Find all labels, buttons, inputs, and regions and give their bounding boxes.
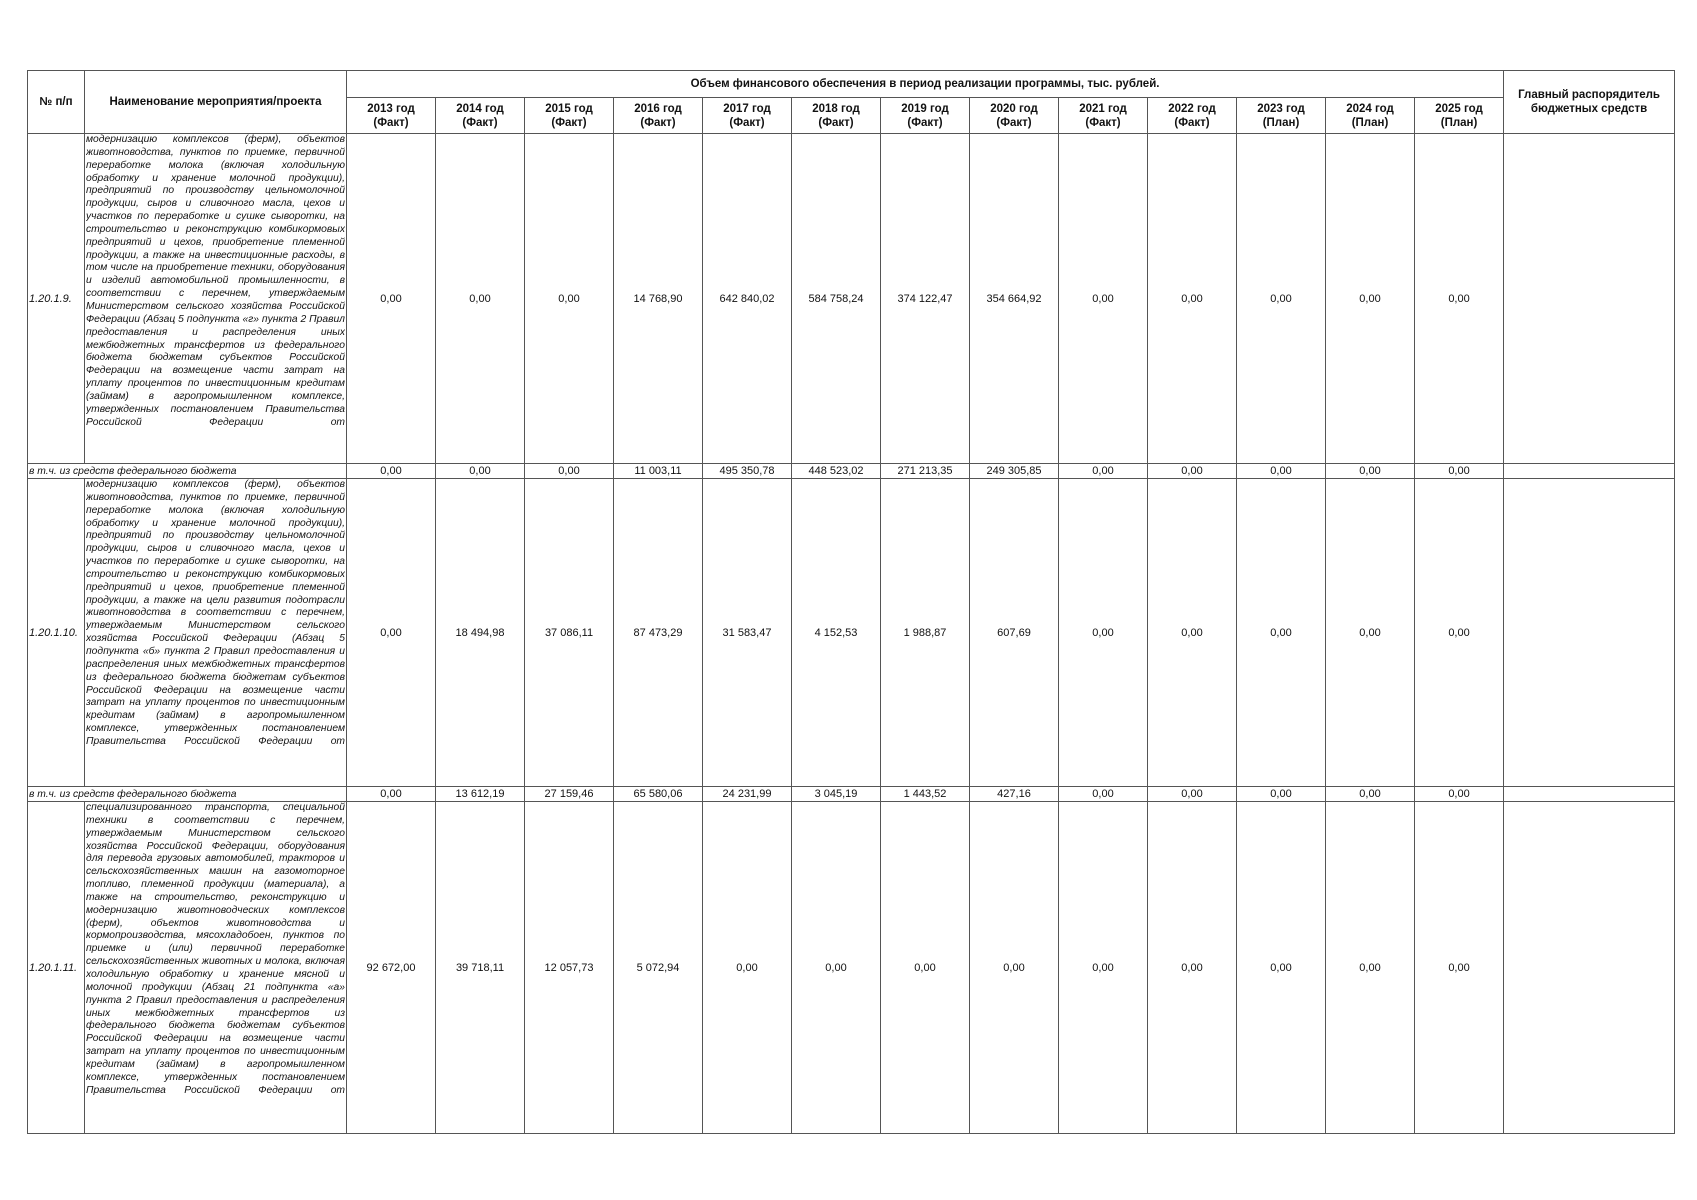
row-manager [1504, 802, 1675, 1134]
subrow-value: 0,00 [1237, 787, 1326, 802]
header-year-label: 2021 год [1079, 102, 1127, 115]
row-description-cell [85, 479, 347, 787]
subrow-value: 0,00 [1415, 464, 1504, 479]
subrow-value: 0,00 [1059, 464, 1148, 479]
row-value: 0,00 [1415, 479, 1504, 787]
subrow-value: 24 231,99 [703, 787, 792, 802]
subrow-label: в т.ч. из средств федерального бюджета [28, 464, 347, 479]
header-year-5 [792, 98, 881, 134]
row-value: 4 152,53 [792, 479, 881, 787]
table-subrow [28, 787, 1675, 802]
row-code: 1.20.1.9. [28, 134, 85, 464]
header-year-type: (Факт) [818, 116, 854, 129]
subrow-value: 0,00 [525, 464, 614, 479]
table-row [28, 134, 1675, 464]
row-description: модернизацию комплексов (ферм), объектов животноводства, пунктов по приемке, первичной переработке молока (включая холодильную обработку и хранение молочной продукции), предприятий по производству цельномолочной продукции, сыров и сливочного масла, цехов и участков по переработке и сушке сыворотки, на строительство и реконструкцию комбикормовых предприятий и цехов, приобретение племенной продукции, а также на инвестиционные расходы, в том числе на приобретение техники, оборудования и изделий автомобильной промышленности, в соответствии с перечнем, утверждаемым Министерством сельского хозяйства Российской Федерации (Абзац 5 подпункта «г» пункта 2 Правил предоставления и распределения иных межбюджетных трансфертов из федерального бюджета бюджетам субъектов Российской Федерации на возмещение части затрат на уплату процентов по инвестиционным кредитам (займам) в агропромышленном комплексе, утвержденных постановлением Правительства Российской Федерации от [86, 134, 345, 428]
header-year-type: (Факт) [462, 116, 498, 129]
row-value: 0,00 [1326, 134, 1415, 464]
header-year-4 [703, 98, 792, 134]
header-year-label: 2015 год [545, 102, 593, 115]
header-year-label: 2016 год [634, 102, 682, 115]
row-value: 39 718,11 [436, 802, 525, 1134]
row-value: 0,00 [1059, 479, 1148, 787]
header-year-7 [970, 98, 1059, 134]
header-year-10 [1237, 98, 1326, 134]
row-value: 642 840,02 [703, 134, 792, 464]
subrow-label: в т.ч. из средств федерального бюджета [28, 787, 347, 802]
row-value: 12 057,73 [525, 802, 614, 1134]
row-value: 31 583,47 [703, 479, 792, 787]
budget-table-sheet [27, 70, 1674, 1134]
row-value: 0,00 [1326, 802, 1415, 1134]
row-value: 0,00 [792, 802, 881, 1134]
header-year-6 [881, 98, 970, 134]
subrow-value: 27 159,46 [525, 787, 614, 802]
row-value: 607,69 [970, 479, 1059, 787]
row-description-cell [85, 134, 347, 464]
row-value: 0,00 [1415, 802, 1504, 1134]
header-funding: Объем финансового обеспечения в период реализации программы, тыс. рублей. [347, 71, 1504, 98]
header-year-type: (Факт) [729, 116, 765, 129]
subrow-value: 0,00 [1059, 787, 1148, 802]
row-value: 0,00 [347, 134, 436, 464]
row-value: 0,00 [347, 479, 436, 787]
row-value: 92 672,00 [347, 802, 436, 1134]
row-manager [1504, 134, 1675, 464]
row-code: 1.20.1.11. [28, 802, 85, 1134]
subrow-value: 0,00 [1326, 787, 1415, 802]
subrow-value: 271 213,35 [881, 464, 970, 479]
subrow-value: 0,00 [436, 464, 525, 479]
header-name: Наименование мероприятия/проекта [85, 71, 347, 134]
row-value: 0,00 [1326, 479, 1415, 787]
row-value: 0,00 [881, 802, 970, 1134]
table-subrow [28, 464, 1675, 479]
row-value: 87 473,29 [614, 479, 703, 787]
row-value: 0,00 [1148, 802, 1237, 1134]
row-value: 18 494,98 [436, 479, 525, 787]
row-value: 0,00 [1148, 479, 1237, 787]
subrow-value: 3 045,19 [792, 787, 881, 802]
header-year-type: (План) [1262, 116, 1300, 129]
subrow-manager [1504, 464, 1675, 479]
header-year-0 [347, 98, 436, 134]
subrow-value: 495 350,78 [703, 464, 792, 479]
subrow-value: 1 443,52 [881, 787, 970, 802]
row-manager [1504, 479, 1675, 787]
subrow-value: 0,00 [1148, 464, 1237, 479]
header-manager: Главный распорядитель бюджетных средств [1504, 71, 1675, 134]
header-year-label: 2022 год [1168, 102, 1216, 115]
row-value: 0,00 [1415, 134, 1504, 464]
subrow-value: 0,00 [1415, 787, 1504, 802]
header-year-label: 2024 год [1346, 102, 1394, 115]
row-description-cell [85, 802, 347, 1134]
row-value: 37 086,11 [525, 479, 614, 787]
row-value: 584 758,24 [792, 134, 881, 464]
header-year-9 [1148, 98, 1237, 134]
row-value: 0,00 [1148, 134, 1237, 464]
row-value: 374 122,47 [881, 134, 970, 464]
header-year-8 [1059, 98, 1148, 134]
subrow-value: 65 580,06 [614, 787, 703, 802]
header-year-type: (Факт) [373, 116, 409, 129]
row-value: 5 072,94 [614, 802, 703, 1134]
table-row [28, 802, 1675, 1134]
header-year-2 [525, 98, 614, 134]
header-year-type: (Факт) [1174, 116, 1210, 129]
row-value: 0,00 [1059, 134, 1148, 464]
row-value: 0,00 [525, 134, 614, 464]
header-year-label: 2020 год [990, 102, 1038, 115]
table-row [28, 479, 1675, 787]
row-value: 14 768,90 [614, 134, 703, 464]
header-year-11 [1326, 98, 1415, 134]
budget-table [27, 70, 1675, 1134]
subrow-value: 13 612,19 [436, 787, 525, 802]
row-value: 354 664,92 [970, 134, 1059, 464]
subrow-manager [1504, 787, 1675, 802]
row-description: специализированного транспорта, специальной техники в соответствии с перечнем, утверждаемым Министерством сельского хозяйства Российской Федерации, оборудования для перевода грузовых автомобилей, тракторов и сельскохозяйственных машин на газомоторное топливо, племенной продукции (материала), а также на строительство, реконструкцию и модернизацию животноводческих комплексов (ферм), объектов животноводства и кормопроизводства, мясохладобоен, пунктов по приемке и (или) первичной переработке сельскохозяйственных животных и молока, включая холодильную обработку и хранение мясной и молочной продукции (Абзац 21 подпункта «а» пункта 2 Правил предоставления и распределения иных межбюджетных трансфертов из федерального бюджета бюджетам субъектов Российской Федерации на возмещение части затрат на уплату процентов по инвестиционным кредитам (займам) в агропромышленном комплексе, утвержденных постановлением Правительства Российской Федерации от [86, 802, 345, 1096]
subrow-value: 0,00 [347, 787, 436, 802]
header-year-type: (План) [1351, 116, 1389, 129]
header-year-type: (Факт) [996, 116, 1032, 129]
header-year-3 [614, 98, 703, 134]
header-year-label: 2025 год [1435, 102, 1483, 115]
header-year-type: (Факт) [1085, 116, 1121, 129]
header-year-type: (Факт) [551, 116, 587, 129]
row-value: 0,00 [703, 802, 792, 1134]
subrow-value: 11 003,11 [614, 464, 703, 479]
row-value: 0,00 [1237, 479, 1326, 787]
subrow-value: 427,16 [970, 787, 1059, 802]
subrow-value: 249 305,85 [970, 464, 1059, 479]
header-year-type: (Факт) [640, 116, 676, 129]
row-value: 0,00 [1237, 134, 1326, 464]
subrow-value: 0,00 [1326, 464, 1415, 479]
header-year-label: 2013 год [367, 102, 415, 115]
subrow-value: 0,00 [1237, 464, 1326, 479]
header-year-label: 2014 год [456, 102, 504, 115]
row-value: 1 988,87 [881, 479, 970, 787]
header-num: № п/п [28, 71, 85, 134]
row-description: модернизацию комплексов (ферм), объектов животноводства, пунктов по приемке, первичной переработке молока (включая холодильную обработку и хранение молочной продукции), предприятий по производству цельномолочной продукции, сыров и сливочного масла, цехов и участков по переработке и сушке сыворотки, на строительство и реконструкцию комбикормовых предприятий и цехов, приобретение племенной продукции, а также на цели развития подотрасли животноводства в соответствии с перечнем, утверждаемым Министерством сельского хозяйства Российской Федерации (Абзац 5 подпункта «б» пункта 2 Правил предоставления и распределения иных межбюджетных трансфертов из федерального бюджета бюджетам субъектов Российской Федерации на возмещение части затрат на уплату процентов по инвестиционным кредитам (займам) в агропромышленном комплексе, утвержденных постановлением Правительства Российской Федерации от [86, 479, 345, 747]
header-year-label: 2019 год [901, 102, 949, 115]
row-code: 1.20.1.10. [28, 479, 85, 787]
row-value: 0,00 [1059, 802, 1148, 1134]
header-year-label: 2018 год [812, 102, 860, 115]
header-year-1 [436, 98, 525, 134]
subrow-value: 0,00 [347, 464, 436, 479]
row-value: 0,00 [436, 134, 525, 464]
row-value: 0,00 [1237, 802, 1326, 1134]
header-year-label: 2023 год [1257, 102, 1305, 115]
subrow-value: 448 523,02 [792, 464, 881, 479]
header-year-label: 2017 год [723, 102, 771, 115]
row-value: 0,00 [970, 802, 1059, 1134]
header-year-type: (План) [1440, 116, 1478, 129]
subrow-value: 0,00 [1148, 787, 1237, 802]
header-year-type: (Факт) [907, 116, 943, 129]
header-year-12 [1415, 98, 1504, 134]
